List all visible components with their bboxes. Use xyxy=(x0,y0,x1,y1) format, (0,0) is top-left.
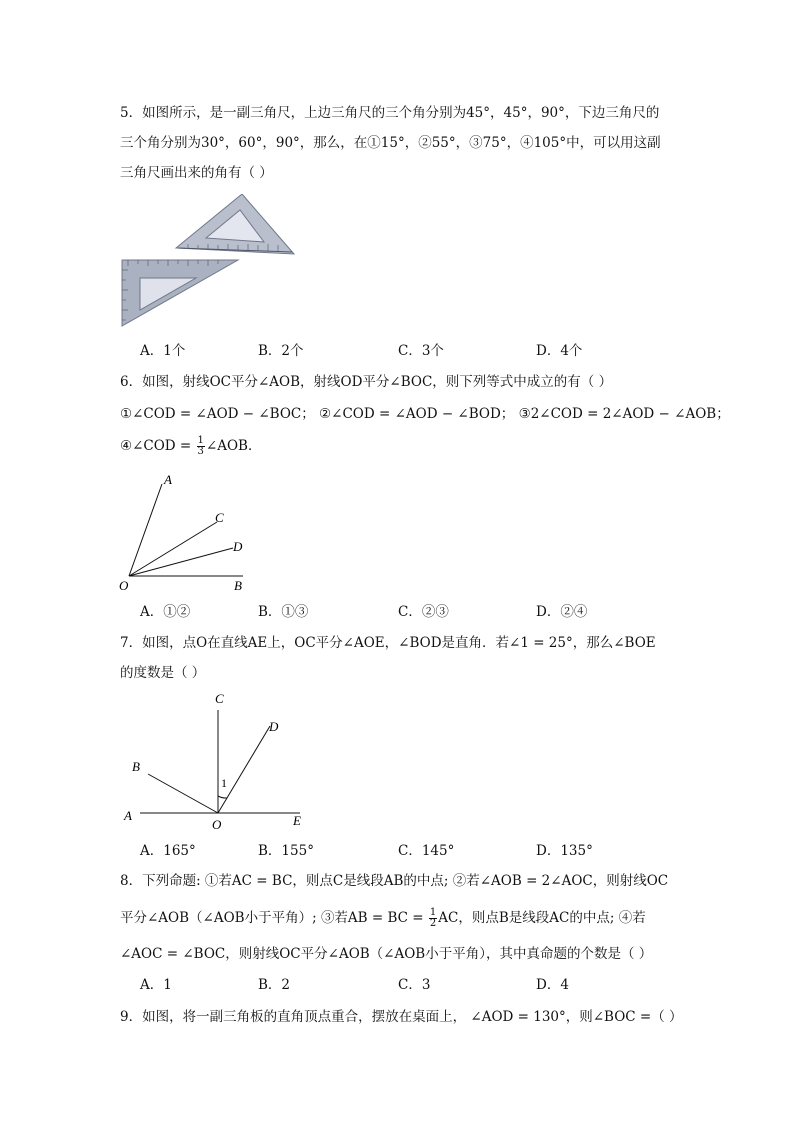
q7-label-o: O xyxy=(212,817,222,832)
q8-option-d: D．4 xyxy=(536,977,569,993)
q8-line-2-suffix: AC，则点B是线段AC的中点; ④若 xyxy=(438,910,646,926)
q6-label-c: C xyxy=(215,510,224,525)
q5-option-b: B．2个 xyxy=(258,343,304,359)
q8-line-3: ∠AOC = ∠BOC，则射线OC平分∠AOB（∠AOB小于平角），其中真命题的个数是（ ） xyxy=(120,946,653,962)
q8-option-b: B．2 xyxy=(258,977,291,993)
q8-line-1: 8．下列命题: ①若AC = BC，则点C是线段AB的中点; ②若∠AOB = 2∠AOC，则射线OC xyxy=(120,873,669,889)
q6-label-a: A xyxy=(164,472,172,487)
q6-option-c: C．②③ xyxy=(398,604,449,620)
q8-fraction: $\frac{1}{2}$ xyxy=(429,907,437,929)
q6-option-d: D．②④ xyxy=(536,604,588,620)
q6-label-b: B xyxy=(234,578,242,593)
q7-option-a: A．165° xyxy=(140,843,196,859)
q7-line-1: 7．如图，点O在直线AE上，OC平分∠AOE，∠BOD是直角．若∠1 = 25°，那么∠BOE xyxy=(120,635,656,651)
q7-angle-figure xyxy=(118,688,318,834)
q7-option-d: D．135° xyxy=(536,843,593,859)
q5-line-2: 三个角分别为30°，60°，90°，那么，在①15°，②55°，③75°，④105°中，可以用这副 xyxy=(120,135,661,151)
q7-label-a: A xyxy=(124,808,132,823)
q7-label-e: E xyxy=(293,813,301,828)
q7-line-2: 的度数是（ ） xyxy=(120,665,206,681)
q5-line-1: 5．如图所示，是一副三角尺，上边三角尺的三个角分别为45°，45°，90°，下边三角尺的 xyxy=(120,105,660,121)
q5-option-d: D．4个 xyxy=(536,343,583,359)
q8-line-2 xyxy=(120,908,646,929)
q8-option-c: C．3 xyxy=(398,977,431,993)
q6-angle-figure xyxy=(115,470,255,598)
q5-option-a: A．1个 xyxy=(140,343,186,359)
q6-fraction: $\frac{1}{3}$ xyxy=(197,435,204,457)
q6-line-1: 6．如图，射线OC平分∠AOB，射线OD平分∠BOC，则下列等式中成立的有（ ） xyxy=(120,374,613,390)
q6-line-2: ①∠COD = ∠AOD − ∠BOC； ②∠COD = ∠AOD − ∠BOD； ③2∠COD = 2∠AOD − ∠AOB； xyxy=(120,406,730,422)
q5-option-c: C．3个 xyxy=(398,343,444,359)
q6-label-o: O xyxy=(119,578,129,593)
q6-line-3-suffix: ∠AOB． xyxy=(205,438,262,454)
q6-option-b: B．①③ xyxy=(258,604,309,620)
q9-line-1: 9．如图，将一副三角板的直角顶点重合，摆放在桌面上， ∠AOD = 130°，则∠BOC =（ ） xyxy=(120,1009,683,1025)
q6-line-3 xyxy=(120,436,261,457)
q7-option-b: B．155° xyxy=(258,843,314,859)
q7-label-c: C xyxy=(215,691,224,706)
q6-label-d: D xyxy=(233,539,243,554)
q6-line-3-prefix: ④∠COD = xyxy=(120,438,196,454)
q7-label-angle-1: 1 xyxy=(221,776,227,790)
q5-line-3: 三角尺画出来的角有（ ） xyxy=(120,165,273,181)
q7-label-b: B xyxy=(132,759,140,774)
q6-option-a: A．①② xyxy=(140,604,191,620)
q7-label-d: D xyxy=(269,719,279,734)
q7-option-c: C．145° xyxy=(398,843,455,859)
q8-option-a: A．1 xyxy=(140,977,172,993)
set-squares-photo xyxy=(118,194,300,328)
q8-line-2-prefix: 平分∠AOB（∠AOB小于平角）; ③若AB = BC = xyxy=(120,910,428,926)
